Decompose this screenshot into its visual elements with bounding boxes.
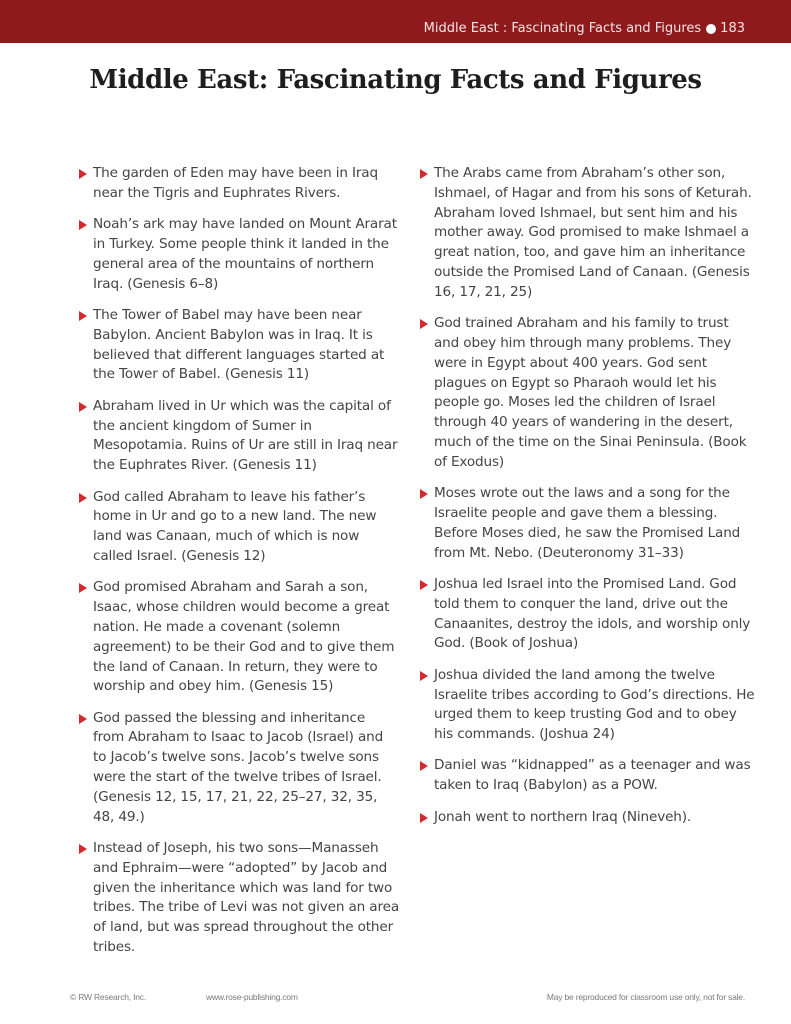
- triangle-bullet-icon: [420, 671, 428, 681]
- fact-text: God trained Abraham and his family to trust and obey him through many problems. They were in Egypt about 400 years. God sent plagues on Egypt so Pharaoh would let his people go. Moses led the children of Israel through 40 years of wandering in the desert, much of the time on the Sinai Peninsula. (Book of Exodus): [434, 315, 747, 470]
- footer-notice: May be reproduced for classroom use only, not for sale.: [546, 992, 745, 1002]
- fact-text: Moses wrote out the laws and a song for the Israelite people and gave them a blessing. Before Moses died, he saw the Promised Land from Mt. Nebo. (Deuteronomy 31–33): [434, 485, 741, 561]
- page-number: 183: [720, 21, 745, 36]
- footer-copyright: © RW Research, Inc.: [70, 992, 146, 1002]
- fact-item: [420, 666, 755, 745]
- fact-text: The Arabs came from Abraham’s other son, Ishmael, of Hagar and from his sons of Keturah. Abraham loved Ishmael, but sent him and his mother away. God promised to make Ishmael a great nation, too, and gave him an inheritance outside the Promised Land of Canaan. (Genesis 16, 17, 21, 25): [434, 165, 752, 300]
- fact-text: Joshua divided the land among the twelve Israelite tribes according to God’s directions. He urged them to keep trusting God and to obey his commands. (Joshua 24): [434, 666, 755, 743]
- triangle-bullet-icon: [79, 169, 87, 179]
- fact-item: [420, 756, 755, 796]
- fact-item: [79, 839, 399, 958]
- triangle-bullet-icon: [79, 583, 87, 593]
- fact-text: Instead of Joseph, his two sons—Manasseh and Ephraim—were “adopted” by Jacob and given the inheritance which was land for two tribes. The tribe of Levi was not given an area of land, but was spread throughout the other tribes.: [93, 840, 400, 956]
- triangle-bullet-icon: [420, 813, 428, 823]
- left-column: [79, 164, 399, 969]
- fact-text: The garden of Eden may have been in Iraq near the Tigris and Euphrates Rivers.: [93, 165, 378, 201]
- fact-text: Noah’s ark may have landed on Mount Ararat in Turkey. Some people think it landed in the general area of the mountains of northern Iraq. (Genesis 6–8): [93, 216, 397, 292]
- fact-text: The Tower of Babel may have been near Babylon. Ancient Babylon was in Iraq. It is believed that different languages started at the Tower of Babel. (Genesis 11): [93, 306, 385, 383]
- fact-item: [420, 484, 755, 563]
- triangle-bullet-icon: [420, 489, 428, 499]
- bullet-dot-icon: [706, 24, 716, 34]
- triangle-bullet-icon: [79, 844, 87, 854]
- running-header: [424, 21, 745, 36]
- triangle-bullet-icon: [79, 220, 87, 230]
- fact-item: [79, 397, 399, 476]
- fact-text: God called Abraham to leave his father’s home in Ur and go to a new land. The new land was Canaan, much of which is now called Israel. (Genesis 12): [93, 488, 377, 564]
- fact-item: [79, 306, 399, 385]
- triangle-bullet-icon: [420, 761, 428, 771]
- triangle-bullet-icon: [420, 319, 428, 329]
- fact-item: [420, 575, 755, 654]
- fact-item: [420, 808, 755, 828]
- triangle-bullet-icon: [420, 580, 428, 590]
- fact-text: Abraham lived in Ur which was the capital of the ancient kingdom of Sumer in Mesopotamia. Ruins of Ur are still in Iraq near the Euphrates River. (Genesis 11): [93, 397, 398, 474]
- triangle-bullet-icon: [79, 402, 87, 412]
- fact-item: [420, 164, 755, 303]
- triangle-bullet-icon: [420, 169, 428, 179]
- fact-item: [79, 709, 399, 828]
- fact-text: Daniel was “kidnapped” as a teenager and was taken to Iraq (Babylon) as a POW.: [434, 757, 751, 794]
- page-title: Middle East: Fascinating Facts and Figures: [89, 65, 702, 95]
- fact-item: [420, 314, 755, 472]
- fact-item: [79, 215, 399, 294]
- triangle-bullet-icon: [79, 311, 87, 321]
- fact-item: [79, 164, 399, 204]
- running-title: Middle East : Fascinating Facts and Figures: [423, 21, 702, 36]
- header-bar: [0, 0, 791, 43]
- fact-item: [79, 488, 399, 567]
- fact-text: God promised Abraham and Sarah a son, Isaac, whose children would become a great nation. He made a covenant (solemn agreement) to be their God and to give them the land of Canaan. In return, they were to worship and obey him. (Genesis 15): [93, 579, 395, 695]
- fact-item: [79, 578, 399, 697]
- footer-website: www.rose-publishing.com: [206, 992, 298, 1002]
- fact-text: Jonah went to northern Iraq (Nineveh).: [434, 808, 692, 825]
- triangle-bullet-icon: [79, 714, 87, 724]
- right-column: [420, 164, 755, 839]
- fact-text: Joshua led Israel into the Promised Land. God told them to conquer the land, drive out the Canaanites, destroy the idols, and worship only God. (Book of Joshua): [434, 575, 751, 652]
- triangle-bullet-icon: [79, 493, 87, 503]
- fact-text: God passed the blessing and inheritance from Abraham to Isaac to Jacob (Israel) and to Jacob’s twelve sons. Jacob’s twelve sons were the start of the twelve tribes of Israel. (Genesis 12, 15, 17, 21, 22, 25–27, 32, 35, 48, 49.): [93, 709, 384, 825]
